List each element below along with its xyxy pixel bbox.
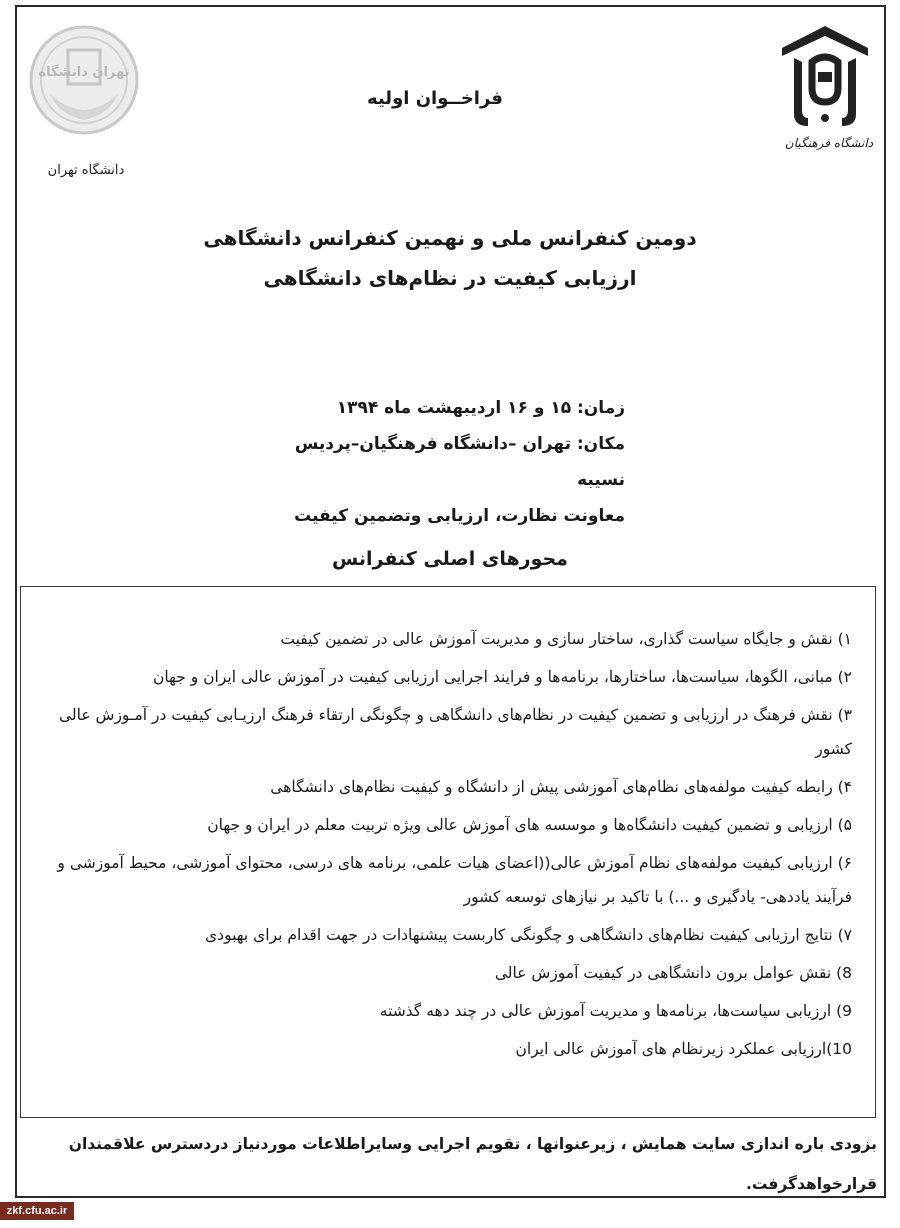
topic-item-1: ۱) نقش و جایگاه سیاست گذاری، ساختار سازی و مدیریت آموزش عالی در تضمین کیفیت xyxy=(280,630,852,648)
footer-note: بزودی باره اندازی سایت همایش ، زیرعنوانها ، تقویم اجرایی وسایراطلاعات موردنیاز دردسترس علاقمندان قرارخواهدگرفت. xyxy=(68,1135,877,1193)
topic-item-3: ۳) نقش فرهنگ در ارزیابی و تضمین کیفیت در نظام‌های دانشگاهی و چگونگی ارتقاء فرهنگ ارزیـابی کیفیت در آمـوزش عالی کشور xyxy=(58,706,852,758)
topic-item-5: ۵) ارزیابی و تضمین کیفیت دانشگاه‌ها و موسسه های آموزش عالی ویژه تربیت معلم در ایران و جهان xyxy=(207,816,852,834)
topic-item-7: ۷) نتایج ارزیابی کیفیت نظام‌های دانشگاهی و چگونگی کاربست پیشنهادات در جهت اقدام برای بهبودی xyxy=(205,926,852,944)
header-title: فراخــوان اولیه xyxy=(367,88,503,109)
topic-item-4: ۴) رابطه کیفیت مولفه‌های نظام‌های آموزشی پیش از دانشگاه و کیفیت نظام‌های دانشگاهی xyxy=(270,778,852,796)
meta-place: مکان: تهران –دانشگاه فرهنگیان–پردیس نسیبه xyxy=(294,434,625,490)
site-watermark-tag[interactable]: zkf.cfu.ac.ir xyxy=(0,1202,74,1220)
topic-item-10: 10)ارزیابی عملکرد زیرنظام های آموزش عالی ایران xyxy=(515,1040,852,1058)
svg-text:تهران دانشگاه: تهران دانشگاه xyxy=(38,65,130,80)
farhangian-logo-icon xyxy=(772,22,878,138)
conference-title-line2: ارزیابی کیفیت در نظام‌های دانشگاهی xyxy=(263,266,637,290)
right-logo-caption: دانشگاه فرهنگیان xyxy=(784,136,874,150)
meta-time: زمان: ۱۵ و ۱۶ اردیبهشت ماه ۱۳۹۴ xyxy=(336,398,625,418)
topic-item-8: 8) نقش عوامل برون دانشگاهی در کیفیت آموزش عالی xyxy=(494,964,852,982)
conference-meta xyxy=(280,390,625,534)
conference-title-line1: دومین کنفرانس ملی و نهمین کنفرانس دانشگاهی xyxy=(203,226,697,250)
tehran-seal-icon xyxy=(28,24,140,136)
university-of-tehran-logo xyxy=(28,24,140,136)
topic-item-6: ۶) ارزیابی کیفیت مولفه‌های نظام آموزش عالی((اعضای هیات علمی، برنامه های درسی، محتوای آموزشی، محیط آموزشی و فرآیند یاددهی- یادگیری و ...) با تاکید بر نیازهای توسعه کشور xyxy=(57,854,852,906)
topic-item-9: 9) ارزیابی سیاست‌ها، برنامه‌ها و مدیریت آموزش عالی در چند دهه گذشته xyxy=(379,1002,852,1020)
conference-title xyxy=(190,218,710,298)
meta-organizer: معاونت نظارت، ارزیابی وتضمین کیفیت xyxy=(294,506,625,526)
left-logo-caption: دانشگاه تهران xyxy=(47,163,125,178)
topics-list xyxy=(24,622,852,1070)
topics-heading: محورهای اصلی کنفرانس xyxy=(332,548,568,570)
topic-item-2: ۲) مبانی، الگوها، سیاست‌ها، ساختارها، برنامه‌ها و فرایند اجرایی ارزیابی کیفیت در آموزش عالی ایران و جهان xyxy=(152,668,852,686)
